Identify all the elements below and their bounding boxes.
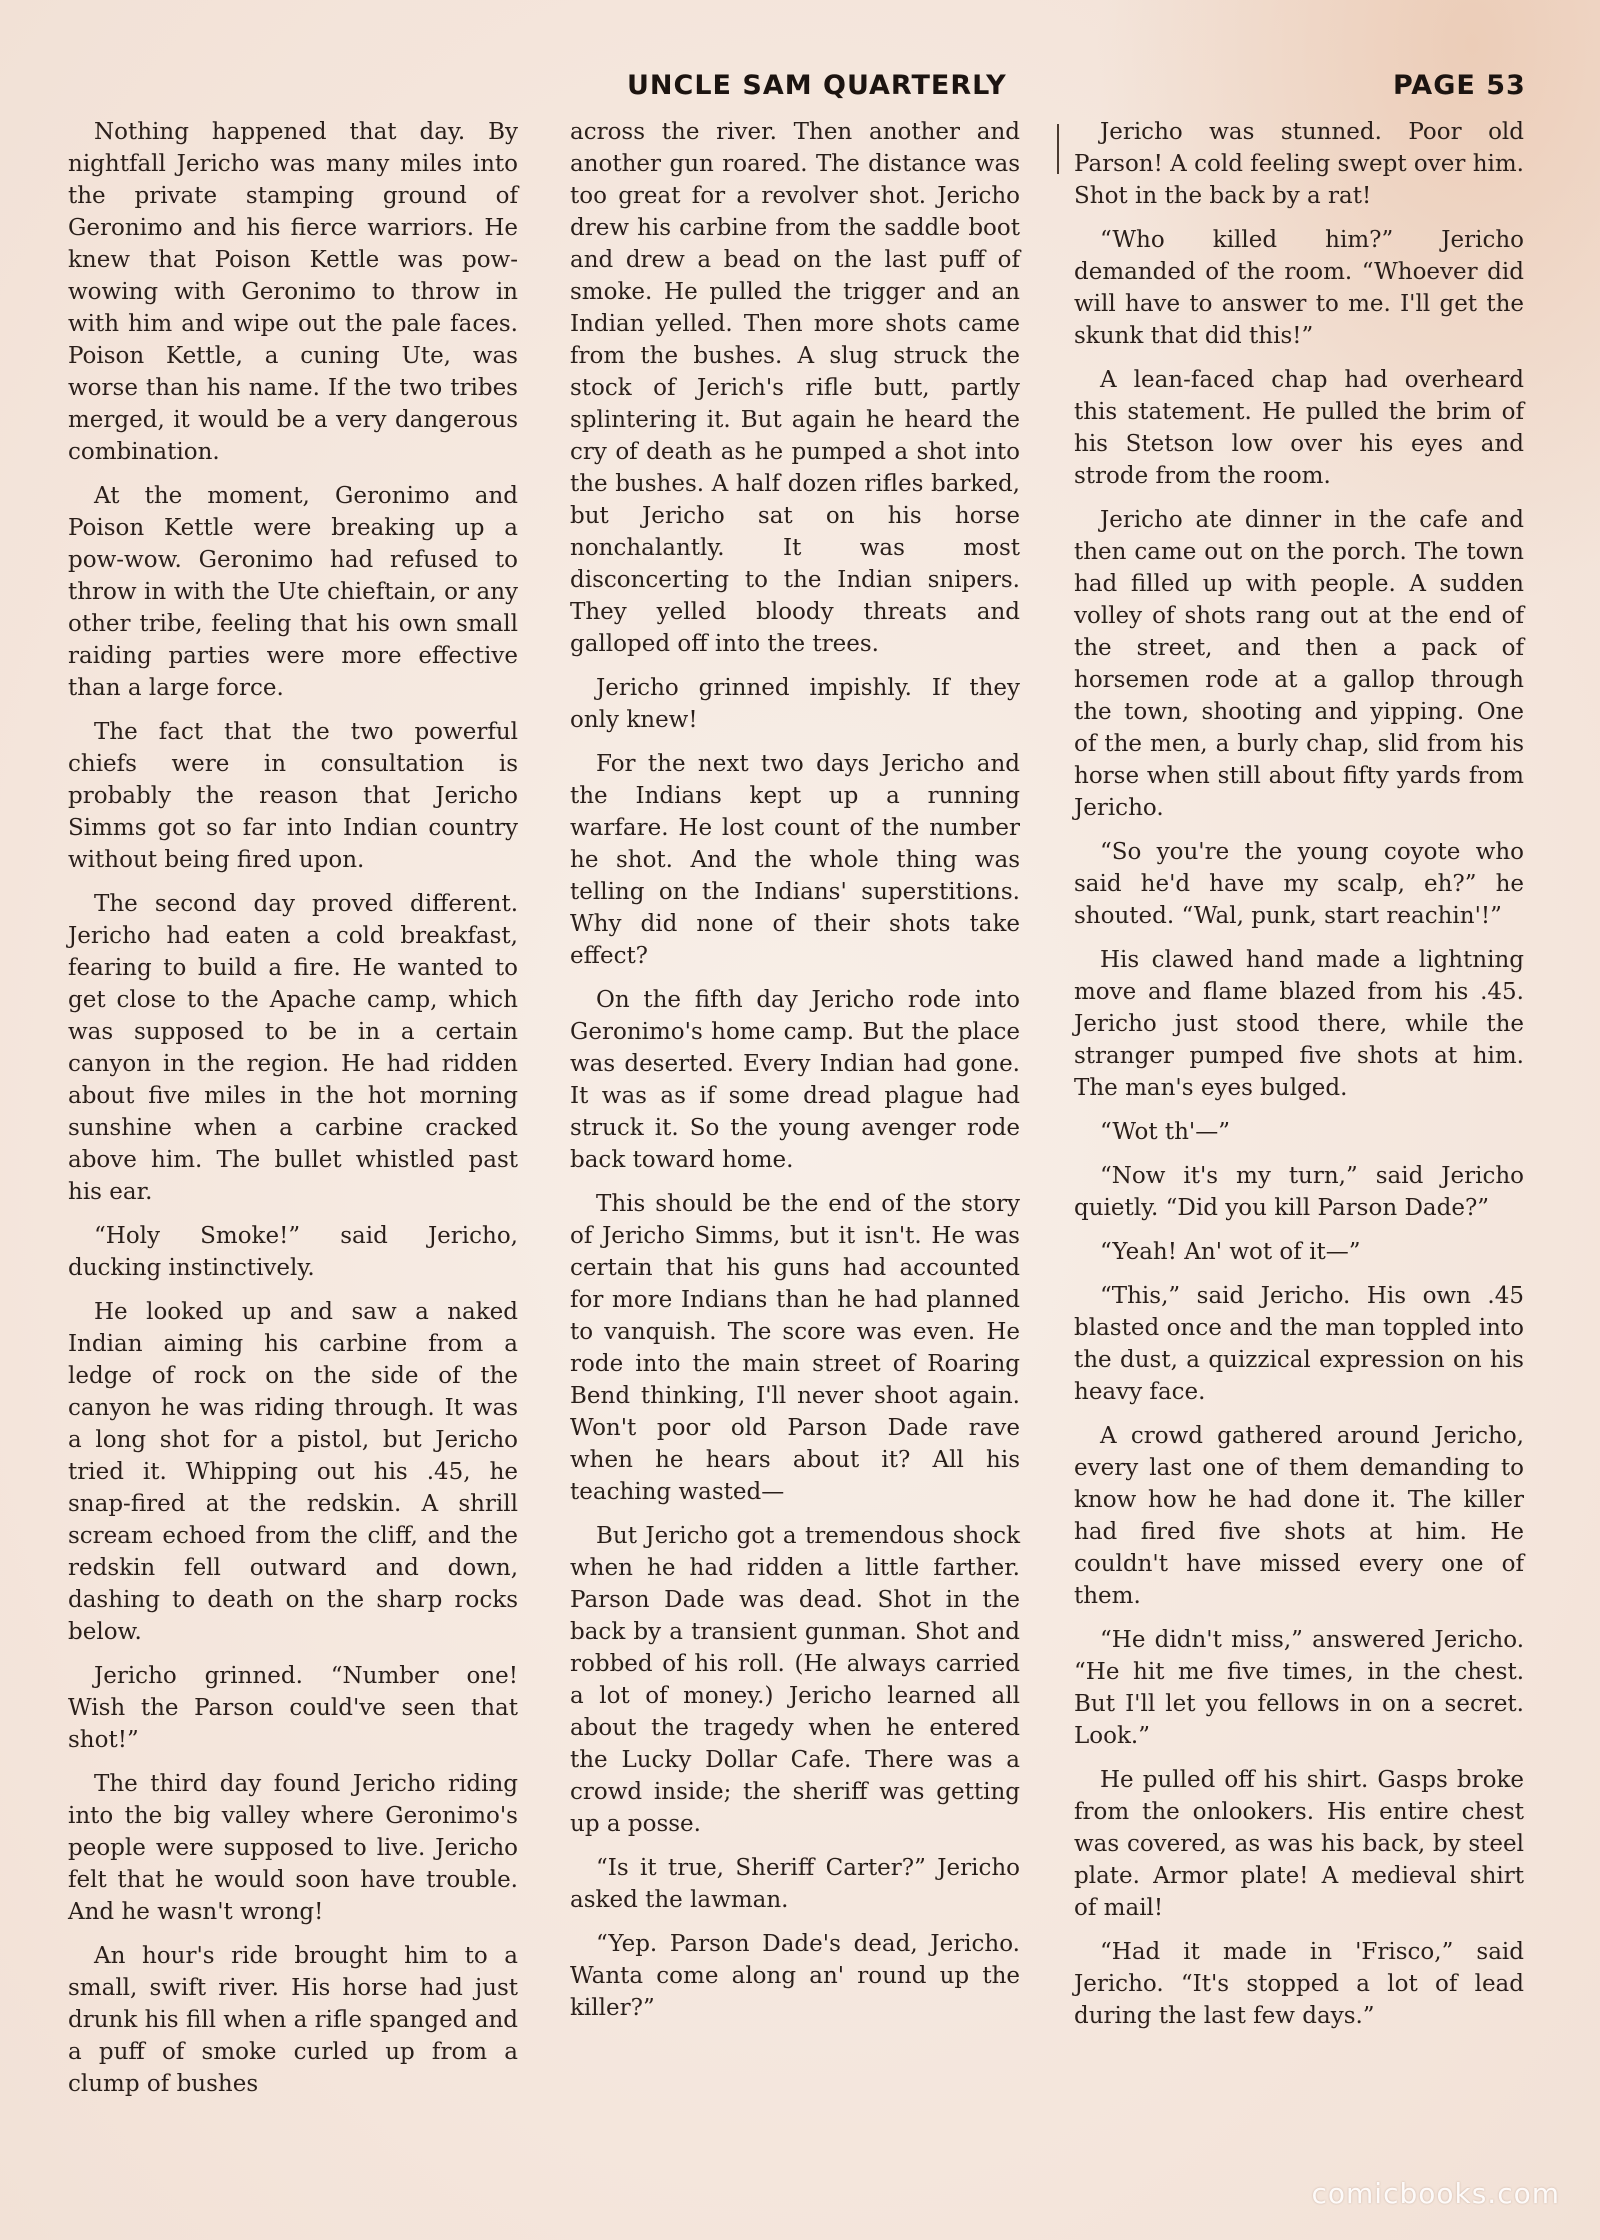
paragraph: Jericho was stunned. Poor old Parson! A cold feeling swept over him. Shot in the back by a rat!: [1074, 119, 1524, 209]
paragraph: “So you're the young coyote who said he'd have my scalp, eh?” he shouted. “Wal, punk, start reachin'!”: [1074, 839, 1524, 929]
site-watermark: comicbooks.com: [1311, 2177, 1560, 2210]
paragraph: But Jericho got a tremendous shock when he had ridden a little farther. Parson Dade was dead. Shot in the back by a transient gunman. Shot and robbed of his roll. (He always carried a lot of money.) Jericho learned all about the tragedy when he entered the Lucky Dollar Cafe. There was a crowd inside; the sheriff was getting up a posse.: [570, 1523, 1020, 1837]
paragraph: A crowd gathered around Jericho, every last one of them demanding to know how he had done it. The killer had fired five shots at him. He couldn't have missed every one of them.: [1074, 1423, 1524, 1609]
paragraph: “He didn't miss,” answered Jericho. “He hit me five times, in the chest. But I'll let you fellows in on a secret. Look.”: [1074, 1627, 1524, 1749]
paragraph: Jericho grinned. “Number one! Wish the Parson could've seen that shot!”: [68, 1663, 518, 1753]
paragraph: “Wot th'—”: [1100, 1119, 1231, 1145]
paragraph: Jericho ate dinner in the cafe and then came out on the porch. The town had filled up with people. A sudden volley of shots rang out at the end of the street, and then a pack of horsemen rode at a gallop through the town, shooting and yipping. One of the men, a burly chap, slid from his horse when still about fifty yards from Jericho.: [1074, 507, 1524, 821]
paragraph: The fact that the two powerful chiefs were in consultation is probably the reason that Jericho Simms got so far into Indian country without being fired upon.: [68, 719, 518, 873]
paragraph: For the next two days Jericho and the Indians kept up a running warfare. He lost count of the number he shot. And the whole thing was telling on the Indians' superstitions. Why did none of their shots take effect?: [570, 751, 1020, 969]
paragraph: “Now it's my turn,” said Jericho quietly. “Did you kill Parson Dade?”: [1074, 1163, 1524, 1221]
margin-mark: [1057, 124, 1059, 174]
page-header: [0, 70, 1600, 110]
paragraph: “Yep. Parson Dade's dead, Jericho. Wanta come along an' round up the killer?”: [570, 1931, 1020, 2021]
paragraph: At the moment, Geronimo and Poison Kettle were breaking up a pow-wow. Geronimo had refused to throw in with the Ute chieftain, or any other tribe, feeling that his own small raiding parties were more effective than a large force.: [68, 483, 518, 701]
paragraph: A lean-faced chap had overheard this statement. He pulled the brim of his Stetson low over his eyes and strode from the room.: [1074, 367, 1524, 489]
text-column-3: [1074, 116, 1524, 2044]
page-number: PAGE 53: [1393, 70, 1526, 101]
paragraph: His clawed hand made a lightning move and flame blazed from his .45. Jericho just stood there, while the stranger pumped five shots at him. The man's eyes bulged.: [1074, 947, 1524, 1101]
paragraph: “Who killed him?” Jericho demanded of the room. “Whoever did will have to answer to me. I'll get the skunk that did this!”: [1074, 227, 1524, 349]
paragraph: “Yeah! An' wot of it—”: [1100, 1239, 1361, 1265]
paragraph: This should be the end of the story of Jericho Simms, but it isn't. He was certain that his guns had accounted for more Indians than he had planned to vanquish. The score was even. He rode into the main street of Roaring Bend thinking, I'll never shoot again. Won't poor old Parson Dade rave when he hears about it? All his teaching wasted—: [570, 1191, 1020, 1505]
paragraph: “Had it made in 'Frisco,” said Jericho. “It's stopped a lot of lead during the last few days.”: [1074, 1939, 1524, 2029]
paragraph: On the fifth day Jericho rode into Geronimo's home camp. But the place was deserted. Every Indian had gone. It was as if some dread plague had struck it. So the young avenger rode back toward home.: [570, 987, 1020, 1173]
paragraph: He pulled off his shirt. Gasps broke from the onlookers. His entire chest was covered, as was his back, by steel plate. Armor plate! A medieval shirt of mail!: [1074, 1767, 1524, 1921]
paragraph: “Holy Smoke!” said Jericho, ducking instinctively.: [68, 1223, 518, 1281]
paragraph: He looked up and saw a naked Indian aiming his carbine from a ledge of rock on the side of the canyon he was riding through. It was a long shot for a pistol, but Jericho tried it. Whipping out his .45, he snap-fired at the redskin. A shrill scream echoed from the cliff, and the redskin fell outward and down, dashing to death on the sharp rocks below.: [68, 1299, 518, 1645]
paragraph: Jericho grinned impishly. If they only knew!: [570, 675, 1020, 733]
text-column-2: [570, 116, 1020, 2036]
magazine-title: UNCLE SAM QUARTERLY: [627, 70, 1007, 101]
paragraph: “Is it true, Sheriff Carter?” Jericho asked the lawman.: [570, 1855, 1020, 1913]
paragraph: Nothing happened that day. By nightfall Jericho was many miles into the private stamping ground of Geronimo and his fierce warriors. He knew that Poison Kettle was pow-wowing with Geronimo to throw in with him and wipe out the pale faces. Poison Kettle, a cuning Ute, was worse than his name. If the two tribes merged, it would be a very dangerous combination.: [68, 119, 518, 465]
text-column-1: [68, 116, 518, 2112]
paragraph: The second day proved different. Jericho had eaten a cold breakfast, fearing to build a fire. He wanted to get close to the Apache camp, which was supposed to be in a certain canyon in the region. He had ridden about five miles in the hot morning sunshine when a carbine cracked above him. The bullet whistled past his ear.: [68, 891, 518, 1205]
paragraph: across the river. Then another and another gun roared. The distance was too great for a revolver shot. Jericho drew his carbine from the saddle boot and drew a bead on the last puff of smoke. He pulled the trigger and an Indian yelled. Then more shots came from the bushes. A slug struck the stock of Jerich's rifle butt, partly splintering it. But again he heard the cry of death as he pumped a shot into the bushes. A half dozen rifles barked, but Jericho sat on his horse nonchalantly. It was most disconcerting to the Indian snipers. They yelled bloody threats and galloped off into the trees.: [570, 119, 1020, 657]
paragraph: An hour's ride brought him to a small, swift river. His horse had just drunk his fill when a rifle spanged and a puff of smoke curled up from a clump of bushes: [68, 1943, 518, 2097]
paragraph: The third day found Jericho riding into the big valley where Geronimo's people were supposed to live. Jericho felt that he would soon have trouble. And he wasn't wrong!: [68, 1771, 518, 1925]
paragraph: “This,” said Jericho. His own .45 blasted once and the man toppled into the dust, a quizzical expression on his heavy face.: [1074, 1283, 1524, 1405]
